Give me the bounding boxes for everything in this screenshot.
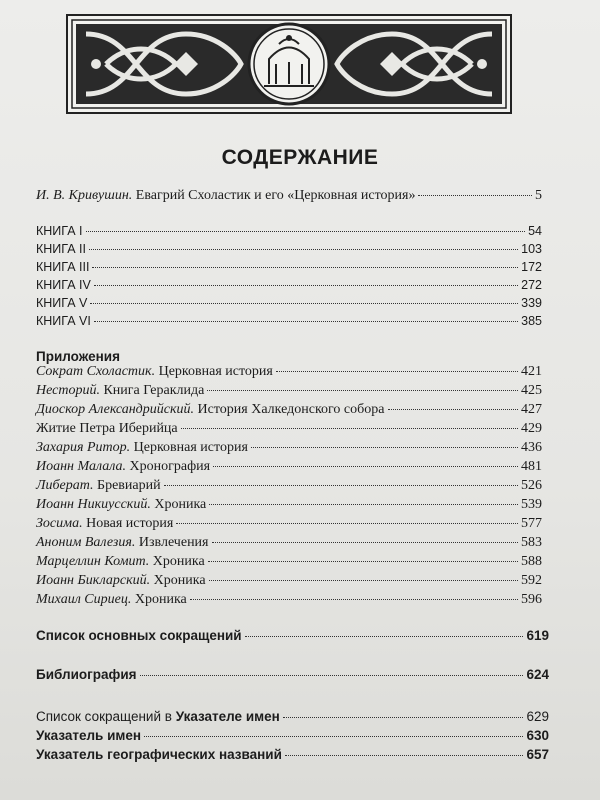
toc-entry-appendix (36, 364, 542, 380)
dot-leader (181, 428, 518, 429)
entry-author: Марцеллин Комит. (36, 554, 150, 569)
entry-title: КНИГА III (36, 260, 90, 274)
dot-leader (285, 755, 524, 756)
entry-author: Диоскор Александрийский. (36, 402, 195, 417)
toc-entry-appendix (36, 383, 542, 399)
toc-entry-appendix (36, 573, 542, 589)
dot-leader (283, 717, 524, 718)
page-number: 429 (521, 421, 542, 436)
page-number: 339 (521, 296, 542, 310)
dot-leader (144, 736, 523, 737)
dot-leader (251, 447, 518, 448)
toc-entry-abbreviations (36, 628, 549, 643)
page-number: 539 (521, 497, 542, 512)
entry-author: Иоанн Никиусский. (36, 497, 151, 512)
appendix-heading: Приложения (36, 349, 120, 364)
dot-leader (140, 675, 524, 676)
entry-title: Библиография (36, 667, 137, 682)
page-number: 588 (521, 554, 542, 569)
dot-leader (209, 504, 518, 505)
page-number: 583 (521, 535, 542, 550)
toc-entry-appendix (36, 459, 542, 475)
page-number: 436 (521, 440, 542, 455)
entry-title: Извлечения (138, 535, 209, 550)
dot-leader (208, 561, 518, 562)
page-number: 5 (535, 188, 542, 203)
ornamental-headpiece (66, 14, 512, 114)
page-number: 272 (521, 278, 542, 292)
toc-entry-appendix (36, 421, 542, 437)
entry-author: Либерат. (36, 478, 94, 493)
toc-entry-appendix (36, 497, 542, 513)
entry-author: Зосима. (36, 516, 83, 531)
toc-entry-intro (36, 188, 542, 204)
entry-title: Хроника (154, 497, 207, 512)
entry-author: Захария Ритор. (36, 440, 131, 455)
toc-entry-appendix (36, 402, 542, 418)
toc-entry-book (36, 242, 542, 256)
dot-leader (86, 231, 526, 232)
toc-entry-book (36, 296, 542, 310)
entry-author: Аноним Валезия. (36, 535, 136, 550)
page-number: 427 (521, 402, 542, 417)
entry-title: Книга Гераклида (103, 383, 205, 398)
toc-entry-book (36, 314, 542, 328)
toc-entry-book (36, 278, 542, 292)
dot-leader (388, 409, 519, 410)
dot-leader (276, 371, 518, 372)
entry-author: Несторий. (36, 383, 100, 398)
entry-title: КНИГА VI (36, 314, 91, 328)
page-number: 421 (521, 364, 542, 379)
page-number: 577 (521, 516, 542, 531)
toc-entry-appendix (36, 516, 542, 532)
page-number: 629 (526, 709, 549, 724)
entry-author: Иоанн Бикларский. (36, 573, 151, 588)
entry-title: Житие Петра Иберийца (36, 421, 178, 436)
entry-title: Указатель географических названий (36, 747, 282, 762)
entry-title: Хроника (134, 592, 187, 607)
toc-entry-appendix (36, 478, 542, 494)
entry-title: Церковная история (133, 440, 248, 455)
page-number: 54 (528, 224, 542, 238)
dot-leader (207, 390, 518, 391)
dot-leader (209, 580, 518, 581)
toc-entry-bibliography (36, 667, 549, 682)
entry-title: Список основных сокращений (36, 628, 242, 643)
entry-title: Бревиарий (97, 478, 161, 493)
dot-leader (94, 321, 518, 322)
dot-leader (213, 466, 518, 467)
entry-author: Сократ Схоластик. (36, 364, 156, 379)
dot-leader (245, 636, 524, 637)
page-number: 526 (521, 478, 542, 493)
page-title: СОДЕРЖАНИЕ (221, 146, 379, 169)
page-number: 172 (521, 260, 542, 274)
toc-entry-appendix (36, 440, 542, 456)
entry-title: КНИГА V (36, 296, 88, 310)
page-number: 103 (521, 242, 542, 256)
entry-title: КНИГА IV (36, 278, 91, 292)
page-number: 624 (526, 667, 549, 682)
dot-leader (89, 249, 518, 250)
toc-entry-book (36, 224, 542, 238)
entry-title: Хроника (152, 554, 205, 569)
page-number: 425 (521, 383, 542, 398)
page-number: 619 (526, 628, 549, 643)
dot-leader (94, 285, 518, 286)
toc-entry-index-names (36, 728, 549, 743)
page-number: 596 (521, 592, 542, 607)
page-number: 657 (526, 747, 549, 762)
page-number: 385 (521, 314, 542, 328)
page-number: 481 (521, 459, 542, 474)
entry-title: КНИГА I (36, 224, 83, 238)
toc-entry-index-geography (36, 747, 549, 762)
entry-title: Хронография (129, 459, 211, 474)
entry-title: Хроника (153, 573, 206, 588)
entry-title-bold: Указателе имен (175, 709, 280, 724)
page-number: 592 (521, 573, 542, 588)
toc-entry-appendix (36, 535, 542, 551)
toc-entry-appendix (36, 554, 542, 570)
toc-entry-index-abbreviations (36, 709, 549, 724)
dot-leader (212, 542, 519, 543)
entry-title: Список сокращений в (36, 709, 176, 724)
entry-title: Церковная история (158, 364, 273, 379)
dot-leader (190, 599, 518, 600)
toc-entry-book (36, 260, 542, 274)
entry-title: Указатель имен (36, 728, 142, 743)
dot-leader (418, 195, 532, 196)
entry-title: История Халкедонского собора (197, 402, 385, 417)
entry-title: Евагрий Схоластик и его «Церковная история» (135, 188, 416, 203)
entry-author: Иоанн Малала. (36, 459, 127, 474)
entry-author: И. В. Кривушин. (36, 188, 133, 203)
dot-leader (90, 303, 518, 304)
dot-leader (92, 267, 518, 268)
dot-leader (176, 523, 518, 524)
page-number: 630 (526, 728, 549, 743)
toc-entry-appendix (36, 592, 542, 608)
entry-title: Новая история (86, 516, 174, 531)
entry-author: Михаил Сириец. (36, 592, 132, 607)
dot-leader (164, 485, 518, 486)
entry-title: КНИГА II (36, 242, 86, 256)
